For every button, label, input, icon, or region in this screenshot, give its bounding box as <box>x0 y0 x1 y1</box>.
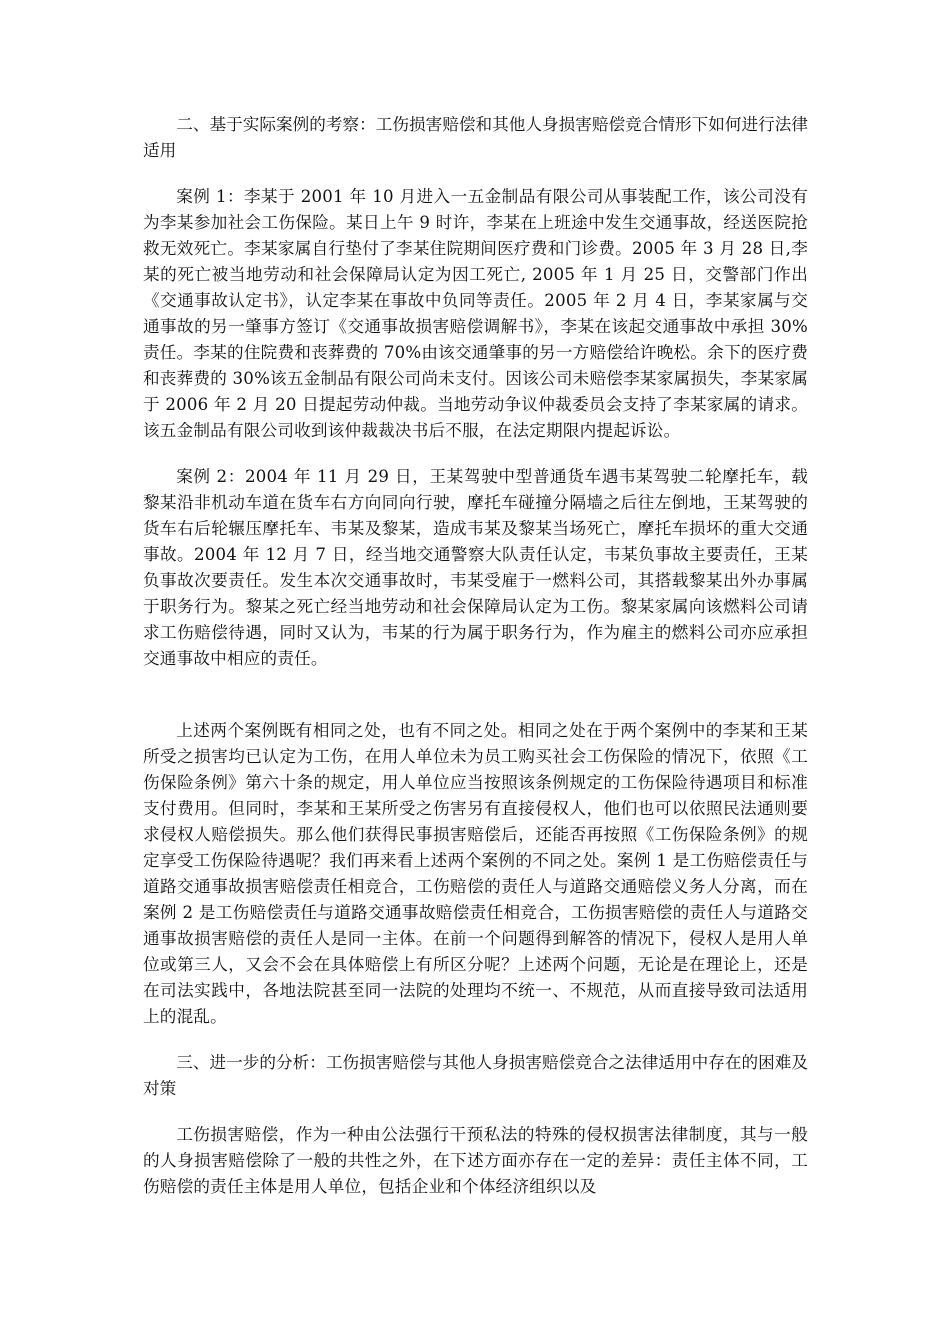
spacer <box>143 164 808 184</box>
case2-paragraph: 案例 2：2004 年 11 月 29 日，王某驾驶中型普通货车遇韦某驾驶二轮摩托车，载黎某沿非机动车道在货车右方向同向行驶，摩托车碰撞分隔墙之后往左倒地，王某驾驶的货车右后轮辗压摩托车、韦某及黎某，造成韦某及黎某当场死亡，摩托车损坏的重大交通事故。2004 年 12 月 7 日，经当地交通警察大队责任认定，韦某负事故主要责任，王某负事故次要责任。发生本次交通事故时，韦某受雇于一燃料公司，其搭载黎某出外办事属于职务行为。黎某之死亡经当地劳动和社会保障局认定为工伤。黎某家属向该燃料公司请求工伤赔偿待遇，同时又认为，韦某的行为属于职务行为，作为雇主的燃料公司亦应承担交通事故中相应的责任。 <box>143 467 808 668</box>
spacer <box>143 444 808 464</box>
section2-heading: 二、基于实际案例的考察：工伤损害赔偿和其他人身损害赔偿竞合情形下如何进行法律适用 <box>143 115 808 160</box>
spacer <box>143 1102 808 1122</box>
analysis-paragraph: 上述两个案例既有相同之处，也有不同之处。相同之处在于两个案例中的李某和王某所受之损害均已认定为工伤，在用人单位未为员工购买社会工伤保险的情况下，依照《工伤保险条例》第六十条的规定，用人单位应当按照该条例规定的工伤保险待遇项目和标准支付费用。但同时，李某和王某所受之伤害另有直接侵权人，他们也可以依照民法通则要求侵权人赔偿损失。那么他们获得民事损害赔偿后，还能否再按照《工伤保险条例》的规定享受工伤保险待遇呢？我们再来看上述两个案例的不同之处。案例 1 是工伤赔偿责任与道路交通事故损害赔偿责任相竞合，工伤赔偿的责任人与道路交通赔偿义务人分离，而在案例 2 是工伤赔偿责任与道路交通事故赔偿责任相竞合，工伤损害赔偿的责任人与道路交通事故损害赔偿的责任人是同一主体。在前一个问题得到解答的情况下，侵权人是用人单位或第三人，又会不会在具体赔偿上有所区分呢？上述两个问题，无论是在理论上，还是在司法实践中，各地法院甚至同一法院的处理均不统一、不规范，从而直接导致司法适用上的混乱。 <box>143 721 808 1026</box>
spacer <box>143 1030 808 1050</box>
section3-intro-paragraph: 工伤损害赔偿，作为一种由公法强行干预私法的特殊的侵权损害法律制度，其与一般的人身损害赔偿除了一般的共性之外，在下述方面亦存在一定的差异：责任主体不同，工伤赔偿的责任主体是用人单位，包括企业和个体经济组织以及 <box>143 1125 808 1196</box>
section3-heading: 三、进一步的分析：工伤损害赔偿与其他人身损害赔偿竞合之法律适用中存在的困难及对策 <box>143 1053 808 1098</box>
case1-paragraph: 案例 1：李某于 2001 年 10 月进入一五金制品有限公司从事装配工作，该公司没有为李某参加社会工伤保险。某日上午 9 时许，李某在上班途中发生交通事故，经送医院抢救无效死亡。李某家属自行垫付了李某住院期间医疗费和门诊费。2005 年 3 月 28 日,李某的死亡被当地劳动和社会保障局认定为因工死亡, 2005 年 1 月 25 日，交警部门作出《交通事故认定书》，认定李某在事故中负同等责任。2005 年 2 月 4 日，李某家属与交通事故的另一肇事方签订《交通事故损害赔偿调解书》，李某在该起交通事故中承担 30%责任。李某的住院费和丧葬费的 70%由该交通肇事的另一方赔偿给许晚松。余下的医疗费和丧葬费的 30%该五金制品有限公司尚未支付。因该公司未赔偿李某家属损失，李某家属于 2006 年 2 月 20 日提起劳动仲裁。当地劳动争议仲裁委员会支持了李某家属的请求。该五金制品有限公司收到该仲裁裁决书后不服，在法定期限内提起诉讼。 <box>143 187 808 440</box>
spacer <box>143 672 808 718</box>
document-page <box>143 112 808 1200</box>
